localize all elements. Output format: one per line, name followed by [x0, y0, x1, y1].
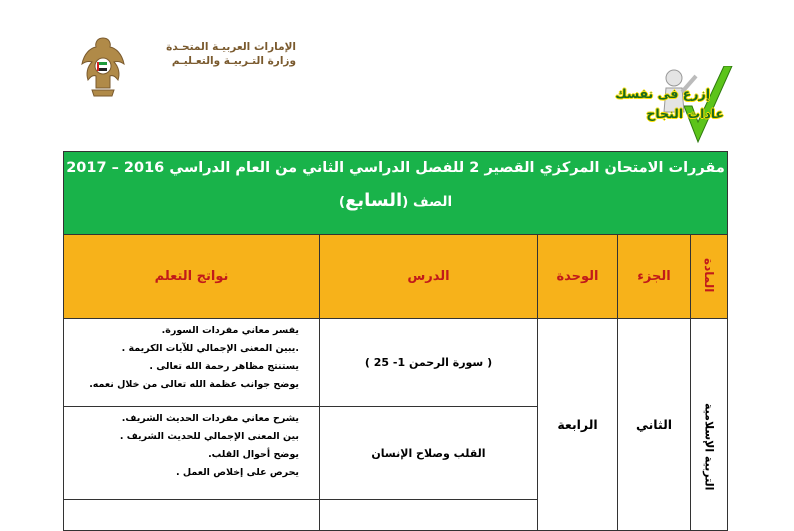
ministry-name: [136, 40, 296, 68]
header-row: [64, 235, 728, 319]
outcomes-cell: [64, 500, 320, 531]
subject-header-label: المادة: [702, 257, 717, 293]
lesson-cell: ( سورة الرحمن 1- 25 ): [320, 319, 538, 407]
outcome-item: يفسر معاني مفردات السورة.: [161, 325, 299, 336]
column-header-unit: الوحدة: [538, 235, 618, 319]
grade-prefix: الصف (: [402, 194, 453, 210]
grade-suffix: ): [338, 194, 346, 210]
outcome-item: يوضح جوانب عظمة الله تعالى من خلال نعمه.: [89, 379, 299, 390]
outcome-item: يحرص على إخلاص العمل .: [175, 467, 299, 478]
logo-line-1: إزرع فى نفسك: [615, 86, 710, 101]
outcome-item: يوضح أحوال القلب.: [208, 449, 299, 460]
column-header-part: الجزء: [618, 235, 691, 319]
ministry-line-2: وزارة التـربيـة والتعـليـم: [171, 55, 296, 67]
banner-grade: [64, 190, 727, 211]
exam-syllabus-table: [63, 151, 728, 531]
lesson-cell: [320, 500, 538, 531]
lesson-cell: القلب وصلاح الإنسان: [320, 407, 538, 500]
outcome-item: يستنتج مظاهر رحمة الله تعالى .: [149, 361, 299, 372]
column-header-outcomes: نواتج التعلم: [64, 235, 320, 319]
logo-line-2: عادات النجاح: [646, 106, 724, 121]
outcome-item: بين المعنى الإجمالي للحديث الشريف .: [119, 431, 299, 442]
outcome-item: يشرح معاني مفردات الحديث الشريف.: [121, 413, 299, 424]
column-header-subject: [691, 235, 728, 319]
outcomes-cell: [64, 319, 320, 407]
subject-value: التربية الإسلامية: [702, 403, 716, 491]
ministry-line-1: الإمارات العربيـة المتحـدة: [166, 41, 296, 53]
banner-title: مقررات الامتحان المركزي القصير 2 للفصل الدراسي الثاني من العام الدراسي 2016 – 2017: [66, 160, 725, 176]
outcomes-cell: [64, 407, 320, 500]
outcome-item: .يبين المعنى الإجمالي للآيات الكريمة .: [121, 343, 299, 354]
column-header-lesson: الدرس: [320, 235, 538, 319]
uae-emblem: [80, 34, 126, 98]
table-row: [64, 319, 728, 407]
success-habits-logo: [614, 66, 738, 158]
subject-cell: [691, 319, 728, 531]
table-banner: [64, 152, 728, 235]
grade-name: السابع: [345, 190, 403, 211]
unit-cell: الرابعة: [538, 319, 618, 531]
part-cell: الثاني: [618, 319, 691, 531]
